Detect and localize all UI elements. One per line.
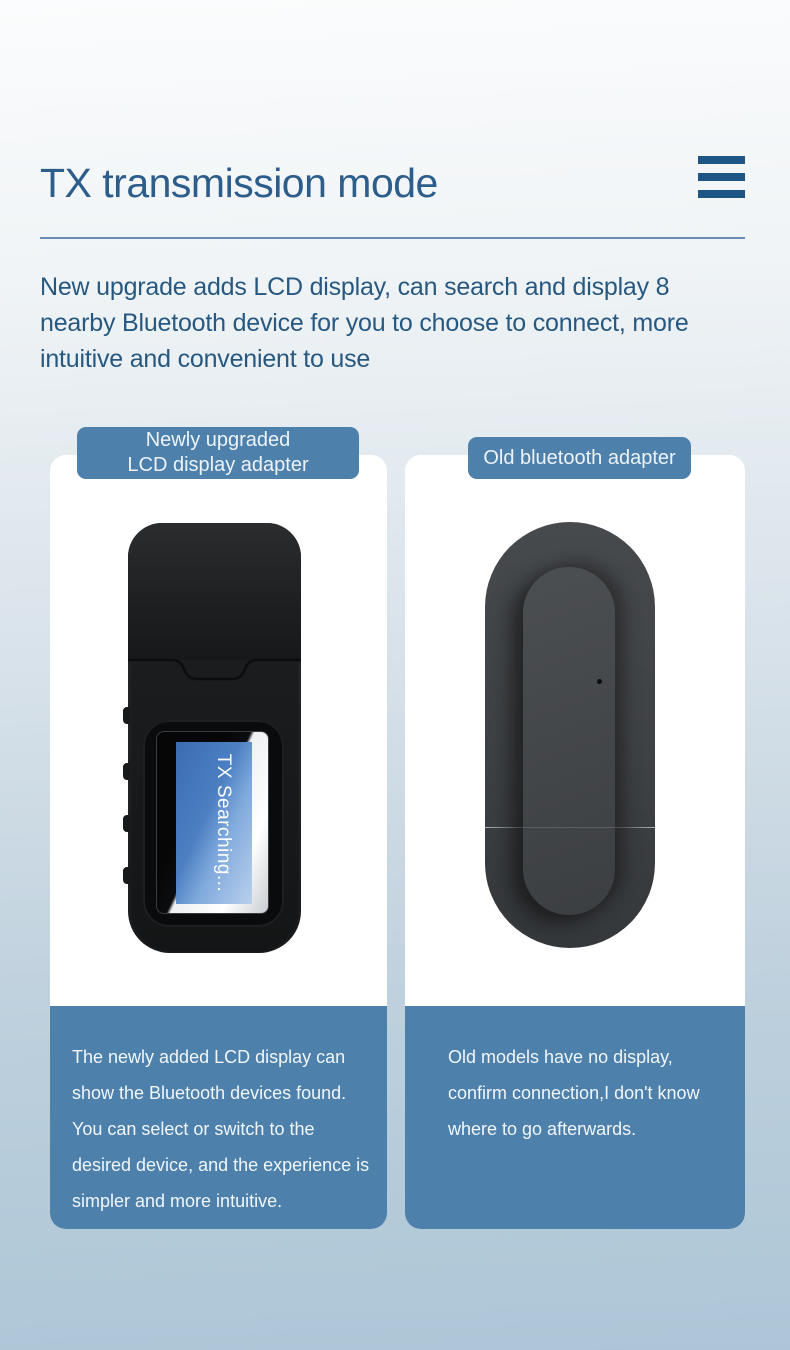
device-screen-glass	[156, 731, 269, 914]
page-title: TX transmission mode	[40, 160, 438, 206]
badge-line: Newly upgraded	[145, 429, 291, 451]
new-adapter-photo-area	[50, 455, 387, 1006]
side-button	[123, 763, 130, 780]
old-adapter-card	[405, 455, 745, 1229]
side-button	[123, 815, 130, 832]
device-screen-bezel	[143, 720, 284, 927]
menu-bar	[698, 156, 745, 164]
old-adapter-badge	[468, 437, 691, 479]
title-divider	[40, 237, 745, 239]
badge-line: Old bluetooth adapter	[483, 446, 676, 469]
old-adapter-column	[405, 427, 745, 1229]
side-button	[123, 707, 130, 724]
new-adapter-description-panel	[50, 1006, 387, 1229]
usb-seam-line	[485, 827, 655, 828]
new-adapter-badge	[77, 427, 359, 479]
side-button	[123, 867, 130, 884]
new-adapter-description: The newly added LCD display can show the Bluetooth devices found. You can select or switch to the desired device, and the experience is simpler and more intuitive.	[72, 1047, 370, 1211]
old-adapter-description: Old models have no display, confirm connection,I don't know where to go afterwards.	[448, 1047, 700, 1139]
new-adapter-photo	[128, 523, 301, 953]
new-adapter-card	[50, 455, 387, 1229]
usb-inner-pill	[523, 567, 615, 915]
new-adapter-column	[50, 427, 387, 1229]
menu-bar	[698, 190, 745, 198]
badge-line: LCD display adapter	[127, 454, 309, 476]
intro-text: New upgrade adds LCD display, can search and display 8 nearby Bluetooth device for you to choose to connect, more intuitive and convenient to use	[40, 273, 689, 373]
led-hole	[597, 679, 602, 684]
old-adapter-photo	[485, 522, 655, 948]
old-adapter-description-panel	[405, 1006, 745, 1229]
hamburger-menu-icon[interactable]	[698, 156, 745, 198]
menu-bar	[698, 173, 745, 181]
device-seam-line	[128, 523, 301, 693]
old-adapter-photo-area	[405, 455, 745, 1006]
lcd-screen-text: TX Searching...	[213, 753, 234, 893]
